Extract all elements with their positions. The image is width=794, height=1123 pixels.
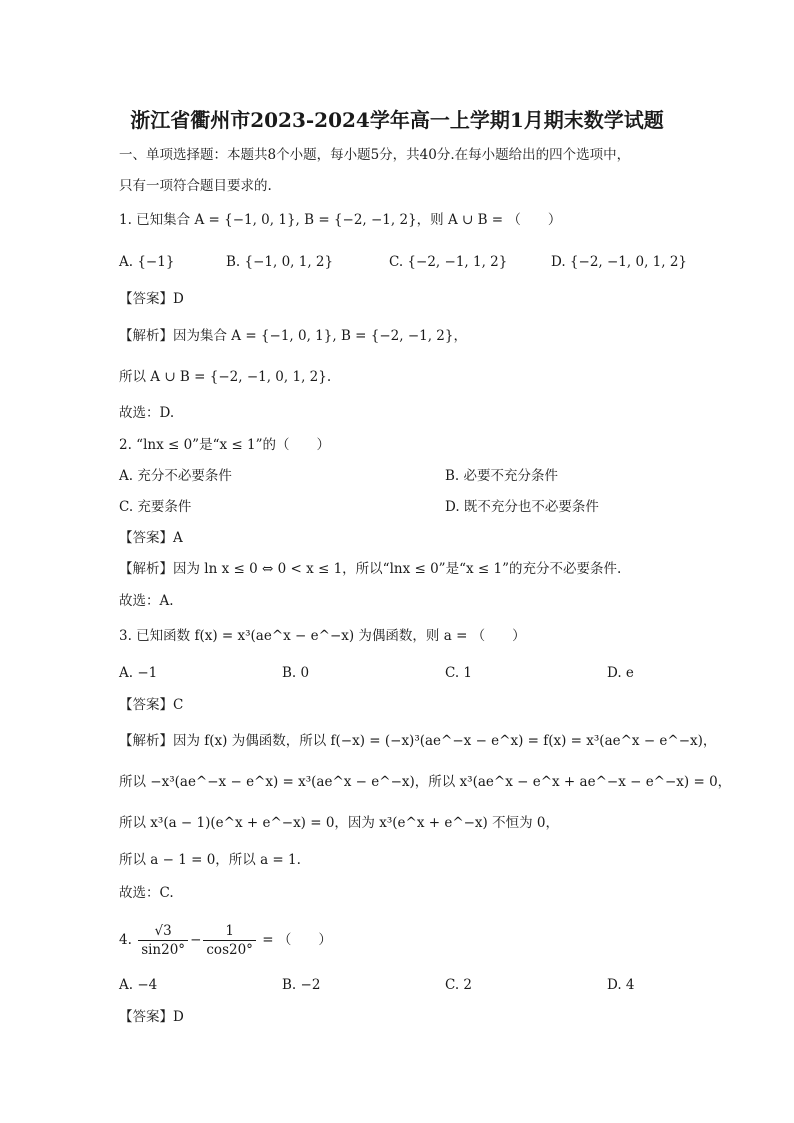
question-1-answer: 【答案】D — [119, 291, 184, 307]
question-2-option-c: C. 充要条件 — [119, 499, 192, 515]
question-2-answer: 【答案】A — [119, 530, 183, 546]
question-4-answer: 【答案】D — [119, 1009, 184, 1025]
question-1-option-b: B. {−1, 0, 1, 2} — [226, 254, 334, 270]
question-3-analysis-line-3: 所以 x³(a − 1)(e^x + e^−x) = 0，因为 x³(e^x + e^−x) 不恒为 0， — [119, 815, 559, 831]
question-4-option-b: B. −2 — [282, 977, 321, 993]
question-2-analysis-line-1: 【解析】因为 ln x ≤ 0 ⇔ 0 < x ≤ 1，所以“lnx ≤ 0”是“x ≤ 1”的充分不必要条件. — [119, 561, 622, 577]
question-2-stem: 2. “lnx ≤ 0”是“x ≤ 1”的（ ） — [119, 437, 330, 453]
question-4-suffix: = （ ） — [262, 932, 332, 948]
question-3-option-c: C. 1 — [445, 665, 473, 681]
question-3-analysis-line-2: 所以 −x³(ae^−x − e^x) = x³(ae^x − e^−x)，所以 x³(ae^x − e^x + ae^−x − e^−x) = 0， — [119, 774, 732, 790]
question-3-analysis-line-5: 故选：C. — [119, 885, 174, 901]
question-3-analysis-line-4: 所以 a − 1 = 0，所以 a = 1. — [119, 852, 301, 868]
question-2-option-a: A. 充分不必要条件 — [119, 468, 232, 484]
fraction-denominator: sin20° — [141, 942, 186, 958]
question-1-analysis-line-2: 所以 A ∪ B = {−2, −1, 0, 1, 2}. — [119, 369, 332, 385]
question-4-option-a: A. −4 — [119, 977, 158, 993]
question-1-option-c: C. {−2, −1, 1, 2} — [389, 254, 508, 270]
question-4-option-c: C. 2 — [445, 977, 473, 993]
question-3-option-a: A. −1 — [119, 665, 158, 681]
fraction-denominator: cos20° — [206, 942, 253, 958]
question-1-option-a: A. {−1} — [119, 254, 175, 270]
question-3-answer: 【答案】C — [119, 697, 184, 713]
question-1-stem: 1. 已知集合 A = {−1, 0, 1}, B = {−2, −1, 2}，则 A ∪ B = （ ） — [119, 212, 562, 228]
fraction-numerator: √3 — [138, 922, 188, 941]
fraction-1-over-cos20 — [203, 922, 256, 959]
question-3-analysis-line-1: 【解析】因为 f(x) 为偶函数，所以 f(−x) = (−x)³(ae^−x − e^x) = f(x) = x³(ae^x − e^−x)， — [119, 733, 717, 749]
section-heading-line-2: 只有一项符合题目要求的. — [119, 178, 272, 194]
question-4-number: 4. — [119, 932, 132, 948]
question-2-analysis-line-2: 故选：A. — [119, 593, 174, 609]
question-3-stem: 3. 已知函数 f(x) = x³(ae^x − e^−x) 为偶函数，则 a = （ ） — [119, 628, 526, 644]
question-4-stem — [119, 919, 332, 961]
fraction-numerator: 1 — [203, 922, 256, 941]
document-title: 浙江省衢州市2023-2024学年高一上学期1月期末数学试题 — [130, 108, 664, 132]
question-3-option-d: D. e — [607, 665, 634, 681]
question-1-analysis-line-1: 【解析】因为集合 A = {−1, 0, 1}, B = {−2, −1, 2}， — [119, 328, 467, 344]
minus-sign: − — [190, 932, 202, 948]
question-1-option-d: D. {−2, −1, 0, 1, 2} — [551, 254, 688, 270]
question-4-option-d: D. 4 — [607, 977, 635, 993]
question-3-option-b: B. 0 — [282, 665, 310, 681]
question-2-option-d: D. 既不充分也不必要条件 — [445, 499, 599, 515]
section-heading: 一、单项选择题：本题共8个小题，每小题5分，共40分.在每小题给出的四个选项中， — [119, 147, 631, 163]
question-1-analysis-line-3: 故选：D. — [119, 405, 175, 421]
fraction-sqrt3-over-sin20 — [138, 922, 188, 959]
question-2-option-b: B. 必要不充分条件 — [445, 468, 559, 484]
